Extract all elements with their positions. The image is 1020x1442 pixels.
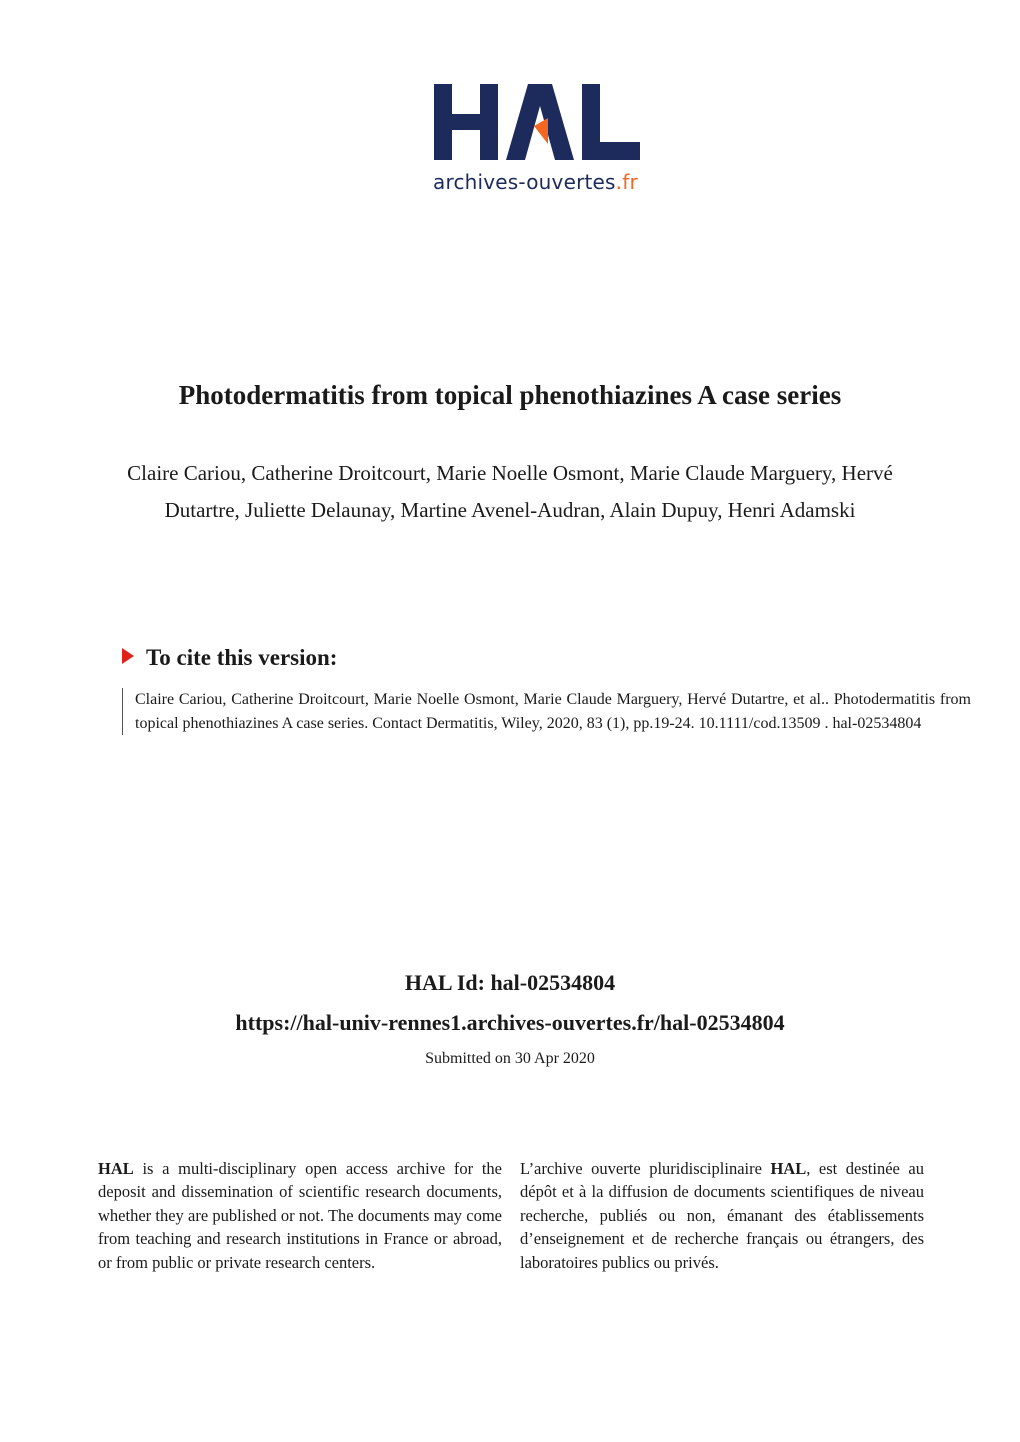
description-english-text: is a multi-disciplinary open access archive for the deposit and dissemination of scientific research documents, whether they are published or not. The documents may come from teaching and research institutions in France or abroad, or from public or private research centers. bbox=[98, 1159, 502, 1272]
submission-date: Submitted on 30 Apr 2020 bbox=[425, 1050, 595, 1067]
description-english-lead: HAL bbox=[98, 1159, 134, 1178]
cite-heading-label: To cite this version: bbox=[146, 645, 338, 670]
triangle-right-icon bbox=[122, 648, 134, 664]
hal-logo bbox=[430, 78, 644, 198]
logo-subtitle-main: archives-ouvertes bbox=[433, 170, 616, 194]
hal-id: HAL Id: hal-02534804 bbox=[404, 970, 616, 995]
logo-subtitle bbox=[433, 170, 638, 194]
author-list: Claire Cariou, Catherine Droitcourt, Marie Noelle Osmont, Marie Claude Marguery, Hervé Dutartre, Juliette Delaunay, Martine Avenel-Audran, Alain Dupuy, Henri Adamski bbox=[127, 461, 893, 522]
description-french bbox=[520, 1157, 924, 1274]
hal-logo-mark bbox=[430, 78, 644, 168]
citation-text: Claire Cariou, Catherine Droitcourt, Marie Noelle Osmont, Marie Claude Marguery, Hervé Dutartre, et al.. Photodermatitis from topical phenothiazines A case series. Contact Dermatitis, Wiley, 2020, 83 (1), pp.19-24. 10.1111/cod.13509 . hal-02534804 bbox=[122, 688, 971, 735]
cite-heading bbox=[122, 645, 337, 671]
description-english bbox=[98, 1157, 502, 1274]
document-title: Photodermatitis from topical phenothiazines A case series bbox=[178, 380, 842, 410]
description-french-pre: L’archive ouverte pluridisciplinaire bbox=[520, 1159, 771, 1178]
logo-subtitle-suffix: .fr bbox=[615, 170, 638, 194]
description-french-lead: HAL bbox=[770, 1159, 807, 1178]
hal-url-link[interactable]: https://hal-univ-rennes1.archives-ouvertes.fr/hal-02534804 bbox=[235, 1010, 785, 1035]
description-french-text: , est destinée au dépôt et à la diffusion de documents scientifiques de niveau recherche, publiés ou non, émanant des établissements d’enseignement et de recherche français ou étrangers, des laboratoires publics ou privés. bbox=[520, 1159, 924, 1272]
